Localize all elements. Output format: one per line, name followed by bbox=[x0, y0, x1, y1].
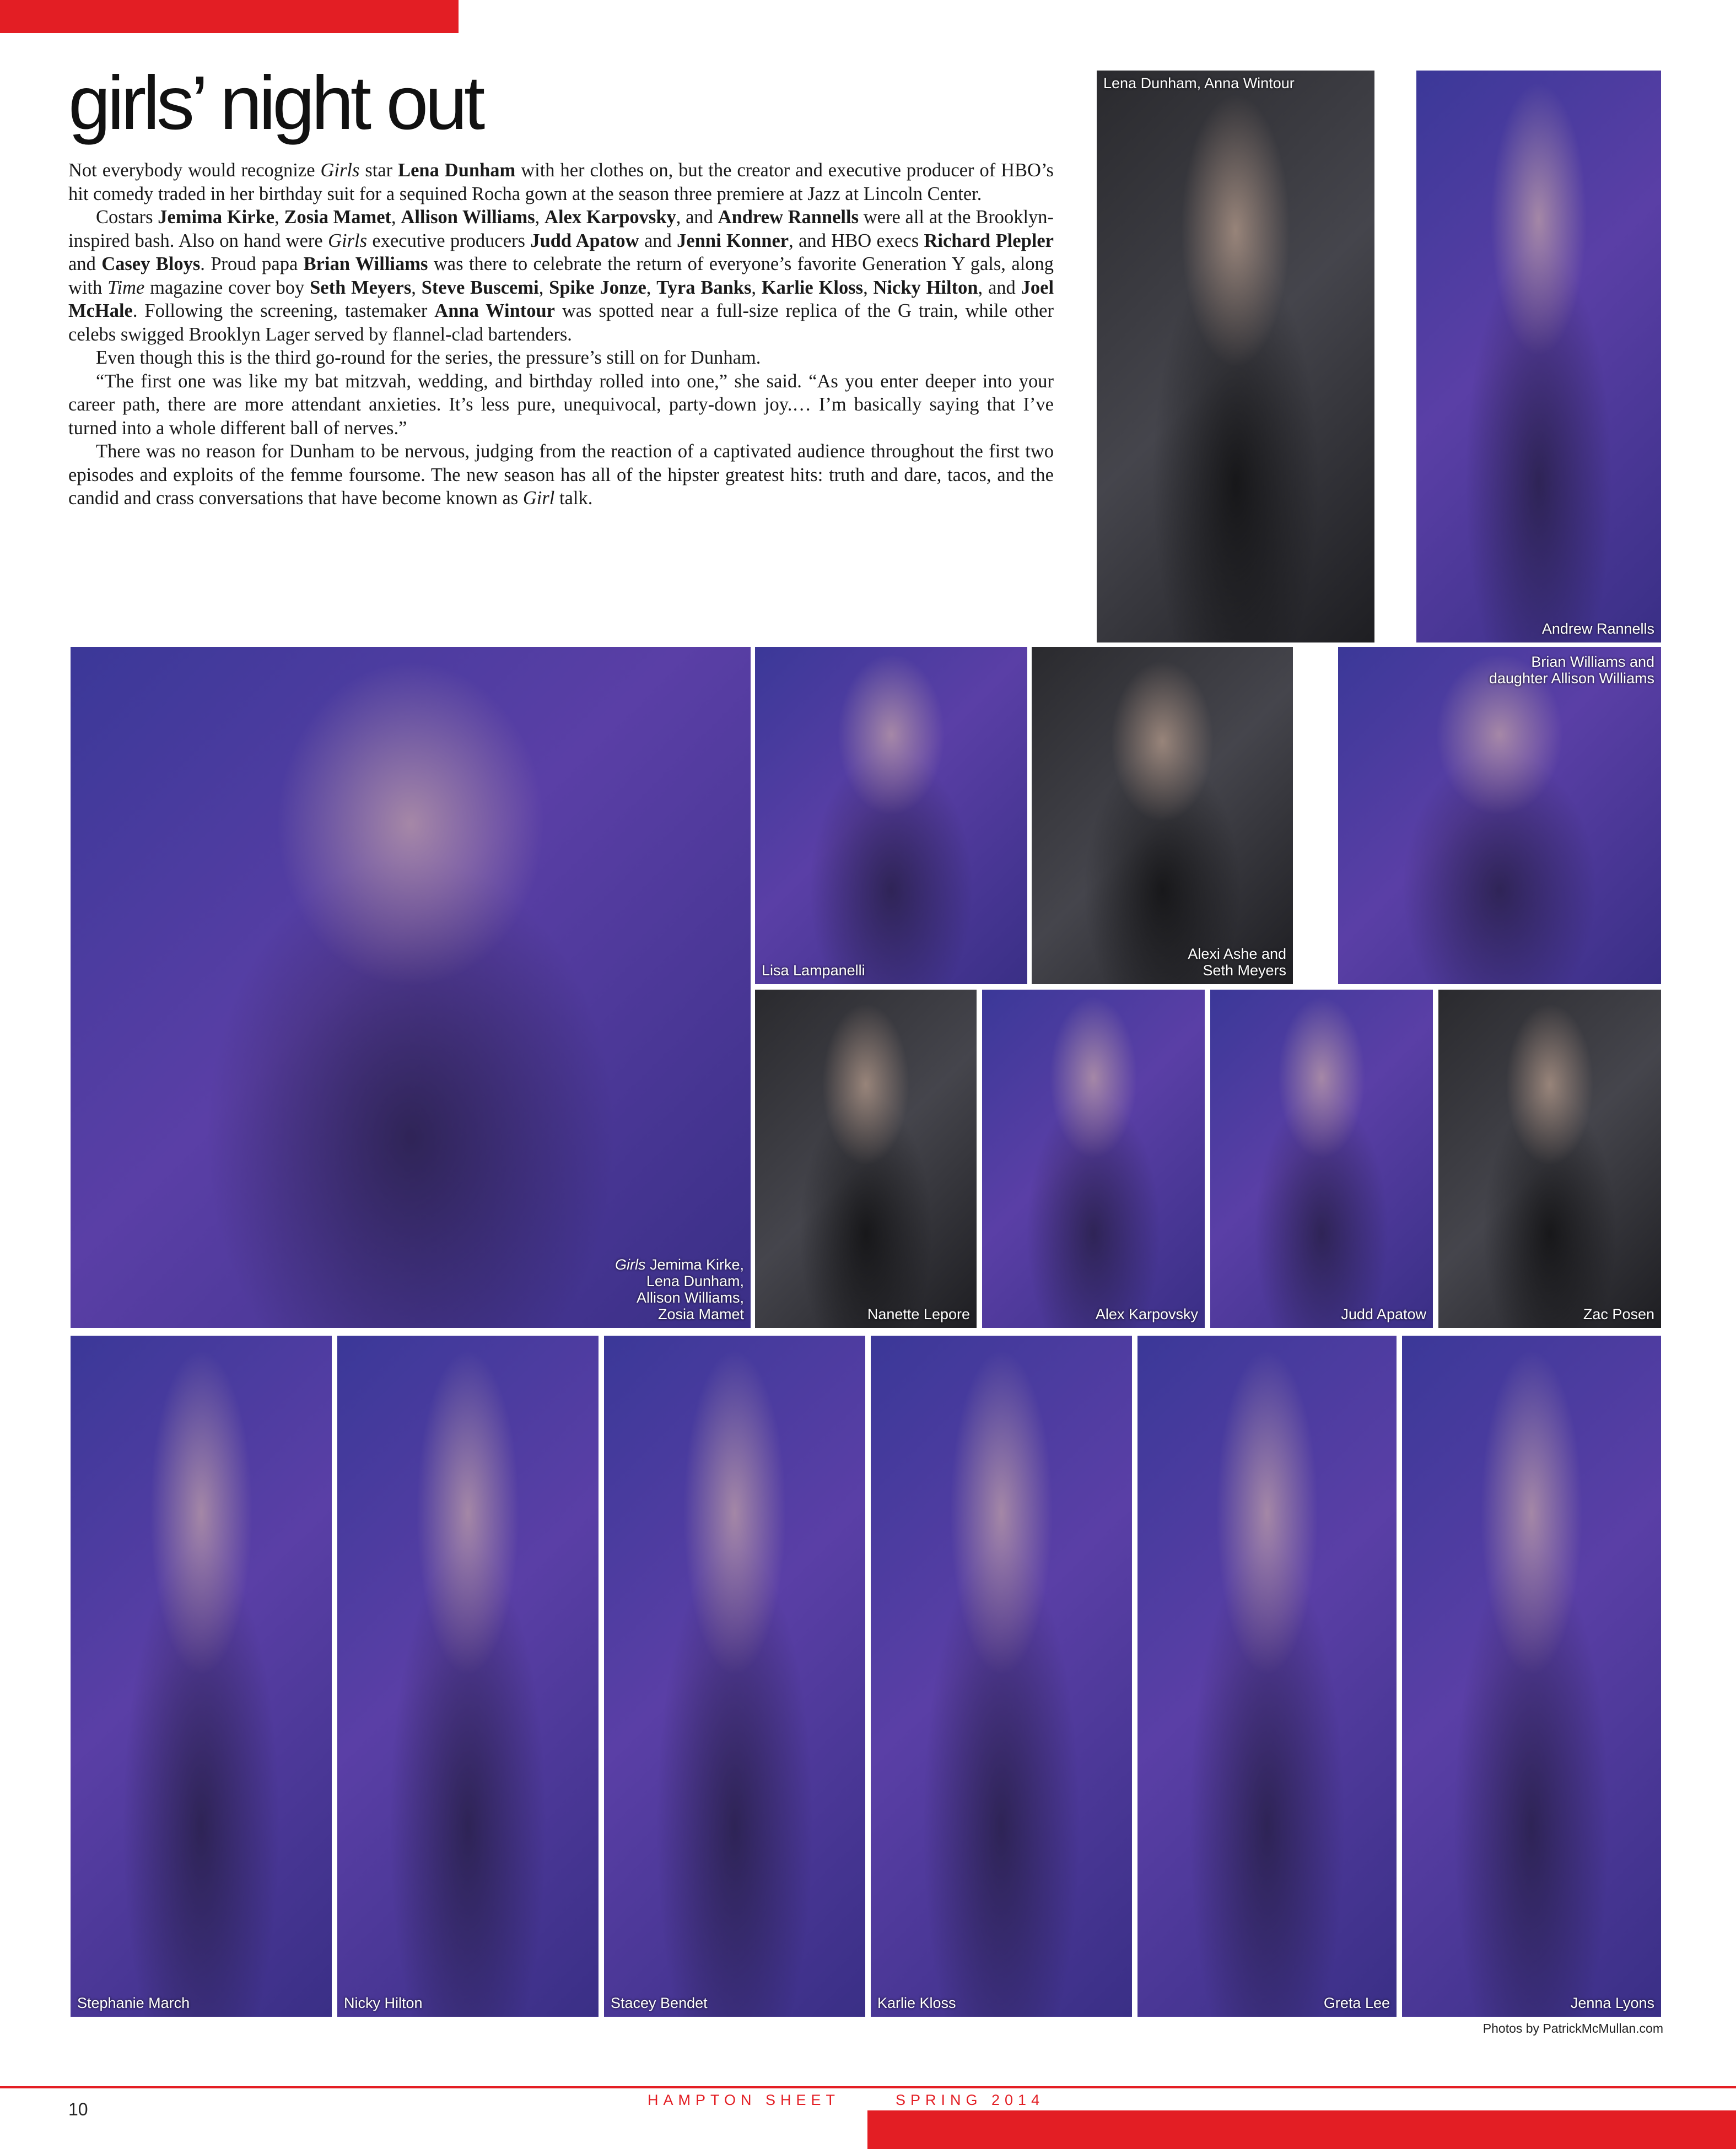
text-run: was spotted near a full-size replica of the G train, while other celebs swigged Brooklyn Lager served by flannel-clad bartenders. bbox=[68, 300, 1054, 345]
text-run: , and bbox=[676, 207, 718, 228]
photo-caption: Stacey Bendet bbox=[611, 1995, 708, 2011]
article-paragraph bbox=[68, 346, 1054, 370]
bold-name: Andrew Rannells bbox=[718, 207, 859, 228]
text-run: , bbox=[538, 277, 549, 298]
text-run: , bbox=[535, 207, 545, 228]
italic-title: Time bbox=[107, 277, 145, 298]
bold-name: Nicky Hilton bbox=[873, 277, 978, 298]
photo-girls-cast bbox=[71, 647, 751, 1328]
bold-name: Karlie Kloss bbox=[761, 277, 864, 298]
magazine-name: HAMPTON SHEET bbox=[648, 2092, 840, 2108]
text-run: , bbox=[863, 277, 874, 298]
bold-name: Judd Apatow bbox=[530, 230, 639, 251]
bold-name: Seth Meyers bbox=[310, 277, 412, 298]
text-run: “The first one was like my bat mitzvah, wedding, and birthday rolled into one,” she said. “As you enter deeper into your career path, there are more attendant anxieties. It’s less pure, unequivocal, party-down joy.… I’m basically saying that I’ve turned into a whole different ball of nerves.” bbox=[68, 370, 1054, 439]
text-run: , and HBO execs bbox=[789, 230, 924, 251]
bold-name: Zosia Mamet bbox=[284, 207, 392, 228]
text-run: magazine cover boy bbox=[144, 277, 310, 298]
text-run: was there to celebrate the return of everyone’s favorite Generation Y gals, along with bbox=[68, 253, 1054, 298]
photo-caption: Brian Williams and daughter Allison Williams bbox=[1489, 654, 1654, 687]
article-paragraph bbox=[68, 440, 1054, 510]
photo-caption: Greta Lee bbox=[1323, 1995, 1390, 2011]
text-run: and bbox=[639, 230, 677, 251]
photo-judd-apatow bbox=[1210, 990, 1433, 1328]
article-body bbox=[68, 159, 1054, 510]
photo-caption: Judd Apatow bbox=[1341, 1306, 1426, 1322]
photo-lisa-lampanelli bbox=[755, 647, 1027, 984]
photo-caption: Lena Dunham, Anna Wintour bbox=[1103, 75, 1295, 91]
bold-name: Jenni Konner bbox=[677, 230, 789, 251]
bold-name: Spike Jonze bbox=[549, 277, 646, 298]
photo-nanette-lepore bbox=[755, 990, 977, 1328]
text-run: and bbox=[68, 253, 102, 274]
photo-caption: Zac Posen bbox=[1583, 1306, 1654, 1322]
photo-andrew-rannells bbox=[1416, 71, 1661, 642]
photo-zac-posen bbox=[1438, 990, 1661, 1328]
bold-name: Joel McHale bbox=[68, 277, 1054, 321]
text-run: talk. bbox=[554, 488, 593, 509]
text-run: , bbox=[751, 277, 762, 298]
text-run: There was no reason for Dunham to be nervous, judging from the reaction of a captivated audience throughout the first two episodes and exploits of the femme foursome. The new season has all of the hipster greatest hits: truth and dare, tacos, and the candid and crass conversations that have become known as bbox=[68, 441, 1054, 509]
bold-name: Tyra Banks bbox=[656, 277, 752, 298]
text-run: with her clothes on, but the creator and executive producer of HBO’s hit comedy traded in her birthday suit for a sequined Rocha gown at the season three premiere at Jazz at Lincoln Center. bbox=[68, 160, 1054, 204]
photo-stacey-bendet bbox=[604, 1336, 865, 2017]
italic-title: Girl bbox=[522, 488, 555, 509]
photo-caption: Nanette Lepore bbox=[867, 1306, 970, 1322]
text-run: , bbox=[391, 207, 401, 228]
text-run: Not everybody would recognize bbox=[68, 160, 321, 181]
photo-caption: Alexi Ashe and Seth Meyers bbox=[1188, 946, 1286, 979]
article-paragraph bbox=[68, 370, 1054, 440]
photo-greta-lee bbox=[1137, 1336, 1397, 2017]
issue-date: SPRING 2014 bbox=[896, 2092, 1045, 2108]
text-run: , and bbox=[978, 277, 1021, 298]
photo-brian-allison-williams bbox=[1338, 647, 1661, 984]
photo-credit: Photos by PatrickMcMullan.com bbox=[1482, 2021, 1663, 2035]
bold-name: Steve Buscemi bbox=[421, 277, 539, 298]
photo-dunham-wintour bbox=[1097, 71, 1374, 642]
text-run: Costars bbox=[96, 207, 158, 228]
photo-jenna-lyons bbox=[1402, 1336, 1661, 2017]
photo-karlie-kloss bbox=[871, 1336, 1132, 2017]
text-run: , bbox=[646, 277, 657, 298]
show-title: Girls bbox=[614, 1256, 646, 1273]
text-run: were all at the Brooklyn-inspired bash. Also on hand were bbox=[68, 207, 1054, 251]
article-paragraph bbox=[68, 159, 1054, 206]
photo-caption: Alex Karpovsky bbox=[1095, 1306, 1198, 1322]
bold-name: Richard Plepler bbox=[924, 230, 1054, 251]
top-accent-bar bbox=[0, 0, 459, 33]
photo-caption: Lisa Lampanelli bbox=[762, 962, 865, 979]
text-run: , bbox=[274, 207, 284, 228]
photo-caption: Karlie Kloss bbox=[877, 1995, 956, 2011]
text-run: executive producers bbox=[367, 230, 531, 251]
page-number: 10 bbox=[68, 2099, 88, 2119]
bold-name: Casey Bloys bbox=[101, 253, 201, 274]
article-paragraph bbox=[68, 206, 1054, 346]
text-run: . Proud papa bbox=[200, 253, 304, 274]
italic-title: Girls bbox=[320, 160, 360, 181]
italic-title: Girls bbox=[328, 230, 368, 251]
text-run: Even though this is the third go-round for the series, the pressure’s still on for Dunham. bbox=[96, 347, 761, 368]
article-title: girls’ night out bbox=[68, 61, 482, 145]
bold-name: Anna Wintour bbox=[434, 300, 555, 321]
bold-name: Alex Karpovsky bbox=[544, 207, 676, 228]
bold-name: Jemima Kirke bbox=[158, 207, 275, 228]
photo-nicky-hilton bbox=[337, 1336, 599, 2017]
bold-name: Lena Dunham bbox=[398, 160, 516, 181]
photo-caption: Girls Jemima Kirke, Lena Dunham, Allison Williams, Zosia Mamet bbox=[614, 1256, 744, 1322]
text-run: . Following the screening, tastemaker bbox=[132, 300, 435, 321]
photo-alex-karpovsky bbox=[982, 990, 1205, 1328]
photo-caption: Jenna Lyons bbox=[1570, 1995, 1654, 2011]
text-run: star bbox=[359, 160, 398, 181]
photo-ashe-meyers bbox=[1032, 647, 1293, 984]
bold-name: Brian Williams bbox=[303, 253, 428, 274]
text-run: , bbox=[411, 277, 422, 298]
bold-name: Allison Williams bbox=[401, 207, 535, 228]
photo-caption: Stephanie March bbox=[77, 1995, 190, 2011]
photo-caption: Nicky Hilton bbox=[344, 1995, 423, 2011]
photo-caption: Andrew Rannells bbox=[1541, 620, 1654, 637]
photo-stephanie-march bbox=[71, 1336, 332, 2017]
